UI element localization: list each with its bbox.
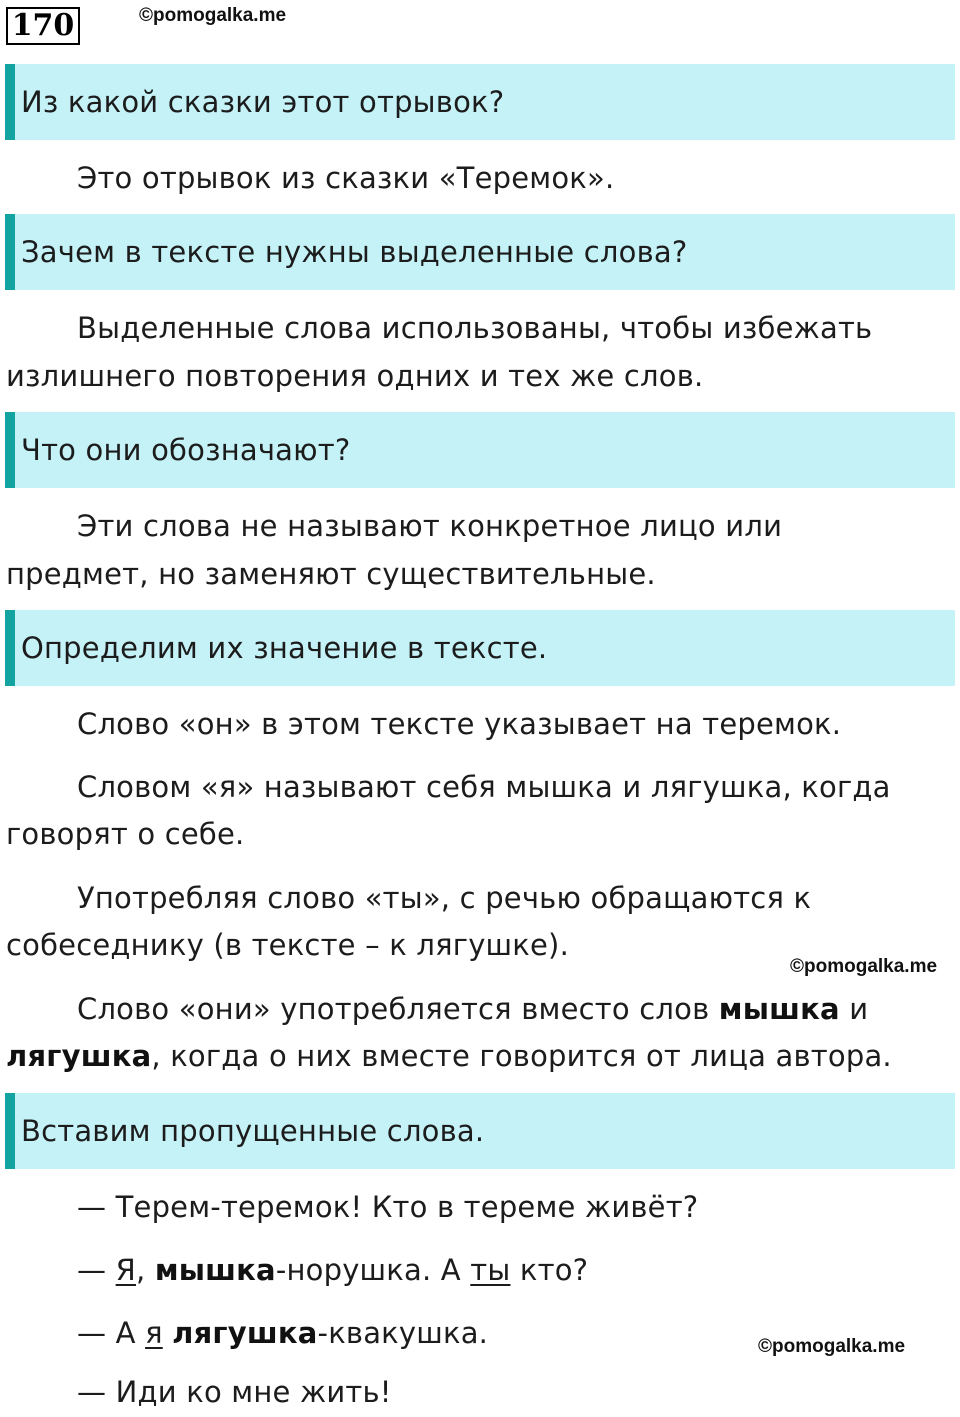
bold-word-frog-2: лягушка <box>172 1316 318 1350</box>
dialogue-line-3: — А я лягушка-квакушка. <box>77 1316 489 1350</box>
question-2: Зачем в тексте нужны выделенные слова? <box>21 235 688 269</box>
question-3: Что они обозначают? <box>21 433 351 467</box>
dialogue-line-1: — Терем-теремок! Кто в тереме живёт? <box>77 1190 699 1224</box>
bold-word-mouse: мышка <box>718 992 840 1026</box>
inserted-word-ya-2: я <box>145 1316 163 1350</box>
answer-4-paragraph-3-line-2: собеседнику (в тексте – к лягушке). <box>6 928 569 962</box>
dialogue-line-2: — Я, мышка-норушка. А ты кто? <box>77 1253 589 1287</box>
inserted-word-ya: Я <box>115 1253 136 1287</box>
question-bar-2 <box>5 214 955 290</box>
answer-4-paragraph-4-line-1: Слово «они» употребляется вместо слов мышка и <box>77 992 869 1026</box>
question-bar-3 <box>5 412 955 488</box>
answer-4-paragraph-4-line-2: лягушка, когда о них вместе говорится от лица автора. <box>6 1039 892 1073</box>
dialogue-line-4: — Иди ко мне жить! <box>77 1375 392 1409</box>
answer-4-paragraph-2-line-2: говорят о себе. <box>6 817 245 851</box>
bold-word-mouse-2: мышка <box>154 1253 276 1287</box>
question-5: Вставим пропущенные слова. <box>21 1114 485 1148</box>
question-bar-5 <box>5 1093 955 1169</box>
inserted-word-ty: ты <box>470 1253 511 1287</box>
answer-3-line-1: Эти слова не называют конкретное лицо или <box>77 509 783 543</box>
watermark-bottom: ©pomogalka.me <box>758 1336 906 1357</box>
question-bar-1 <box>5 64 955 140</box>
answer-1: Это отрывок из сказки «Теремок». <box>77 161 615 195</box>
answer-4-paragraph-3-line-1: Употребляя слово «ты», с речью обращаются к <box>77 881 812 915</box>
watermark-middle: ©pomogalka.me <box>790 956 938 977</box>
answer-4-paragraph-2-line-1: Словом «я» называют себя мышка и лягушка, когда <box>77 770 891 804</box>
question-1: Из какой сказки этот отрывок? <box>21 85 505 119</box>
answer-2-line-2: излишнего повторения одних и тех же слов. <box>6 359 704 393</box>
answer-4-paragraph-1: Слово «он» в этом тексте указывает на теремок. <box>77 707 842 741</box>
bold-word-frog: лягушка <box>6 1039 152 1073</box>
watermark-top: ©pomogalka.me <box>139 5 287 26</box>
question-bar-4 <box>5 610 955 686</box>
answer-3-line-2: предмет, но заменяют существительные. <box>6 557 656 591</box>
question-4: Определим их значение в тексте. <box>21 631 548 665</box>
exercise-number: 170 <box>6 7 80 45</box>
answer-2-line-1: Выделенные слова использованы, чтобы избежать <box>77 311 873 345</box>
